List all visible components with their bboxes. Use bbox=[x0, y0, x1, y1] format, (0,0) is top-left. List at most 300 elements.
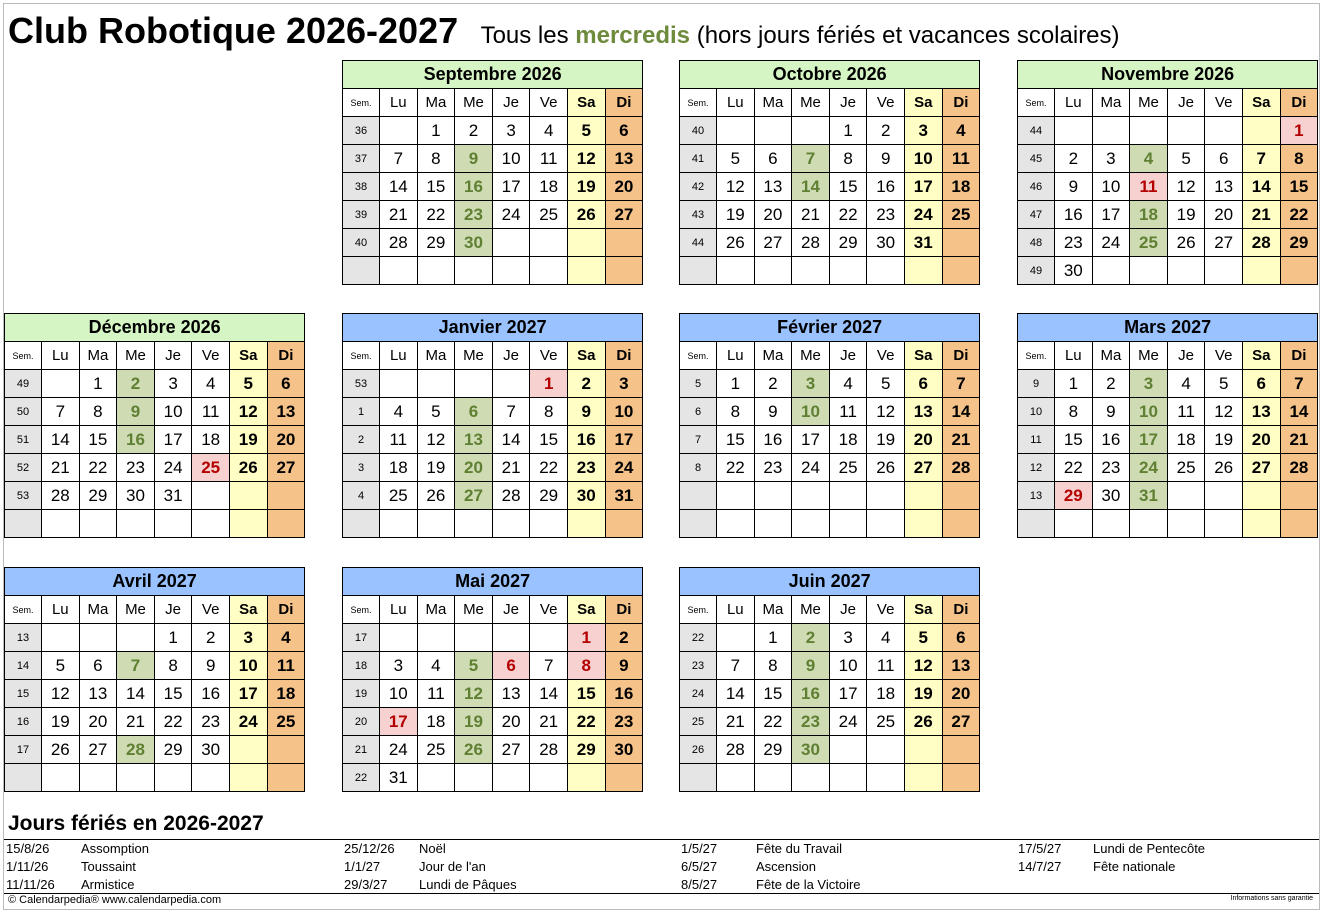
day-cell: 19 bbox=[567, 173, 605, 201]
holiday-date: 14/7/27 bbox=[1018, 859, 1062, 874]
day-cell: 7 bbox=[530, 652, 568, 680]
day-cell bbox=[717, 764, 755, 792]
day-cell bbox=[229, 510, 267, 538]
day-cell bbox=[1092, 257, 1130, 285]
weekday-header: Lu bbox=[717, 596, 755, 624]
day-cell bbox=[1167, 257, 1205, 285]
day-cell: 27 bbox=[1242, 454, 1280, 482]
day-cell: 14 bbox=[1280, 398, 1318, 426]
holiday-date: 17/5/27 bbox=[1018, 841, 1062, 856]
day-cell bbox=[717, 624, 755, 652]
day-cell: 30 bbox=[192, 736, 230, 764]
day-cell: 8 bbox=[154, 652, 192, 680]
day-cell bbox=[79, 624, 117, 652]
week-number: 21 bbox=[343, 736, 380, 764]
day-cell bbox=[492, 764, 530, 792]
day-cell: 8 bbox=[1280, 145, 1318, 173]
day-cell: 8 bbox=[829, 145, 867, 173]
day-cell: 16 bbox=[117, 426, 155, 454]
day-cell: 29 bbox=[829, 229, 867, 257]
day-cell: 13 bbox=[1205, 173, 1243, 201]
weekday-header: Je bbox=[492, 89, 530, 117]
day-cell bbox=[904, 736, 942, 764]
week-number bbox=[680, 510, 717, 538]
weekday-header: Sem. bbox=[680, 89, 717, 117]
day-cell: 12 bbox=[867, 398, 905, 426]
day-cell: 25 bbox=[1167, 454, 1205, 482]
day-cell: 7 bbox=[380, 145, 418, 173]
day-cell: 4 bbox=[530, 117, 568, 145]
holiday-name: Noël bbox=[419, 841, 446, 856]
day-cell: 18 bbox=[1167, 426, 1205, 454]
day-cell bbox=[267, 736, 305, 764]
day-cell: 17 bbox=[904, 173, 942, 201]
day-cell: 28 bbox=[717, 736, 755, 764]
week-number: 40 bbox=[343, 229, 380, 257]
day-cell: 6 bbox=[492, 652, 530, 680]
day-cell: 6 bbox=[79, 652, 117, 680]
day-cell: 10 bbox=[229, 652, 267, 680]
month-title: Janvier 2027 bbox=[343, 314, 643, 342]
week-number: 3 bbox=[343, 454, 380, 482]
day-cell: 13 bbox=[455, 426, 493, 454]
day-cell: 26 bbox=[904, 708, 942, 736]
week-number: 10 bbox=[1018, 398, 1055, 426]
weekday-header: Lu bbox=[42, 596, 80, 624]
subtitle-text-after: (hors jours fériés et vacances scolaires) bbox=[690, 22, 1120, 49]
weekday-header: Sa bbox=[1242, 342, 1280, 370]
disclaimer: Informations sans garantie bbox=[1230, 895, 1313, 902]
day-cell: 10 bbox=[492, 145, 530, 173]
day-cell: 5 bbox=[42, 652, 80, 680]
day-cell: 28 bbox=[530, 736, 568, 764]
day-cell bbox=[530, 624, 568, 652]
day-cell: 20 bbox=[754, 201, 792, 229]
weekday-header: Je bbox=[829, 342, 867, 370]
day-cell: 23 bbox=[605, 708, 643, 736]
day-cell bbox=[267, 764, 305, 792]
weekday-header: Di bbox=[1280, 342, 1318, 370]
day-cell bbox=[1205, 117, 1243, 145]
day-cell: 5 bbox=[1167, 145, 1205, 173]
day-cell bbox=[417, 257, 455, 285]
day-cell: 30 bbox=[117, 482, 155, 510]
weekday-header: Sa bbox=[229, 596, 267, 624]
day-cell: 4 bbox=[829, 370, 867, 398]
day-cell: 17 bbox=[380, 708, 418, 736]
day-cell: 31 bbox=[904, 229, 942, 257]
weekday-header: Di bbox=[605, 596, 643, 624]
day-cell: 2 bbox=[792, 624, 830, 652]
day-cell: 23 bbox=[1092, 454, 1130, 482]
day-cell: 15 bbox=[754, 680, 792, 708]
day-cell: 13 bbox=[1242, 398, 1280, 426]
week-number: 20 bbox=[343, 708, 380, 736]
day-cell: 16 bbox=[605, 680, 643, 708]
month-title: Mai 2027 bbox=[343, 568, 643, 596]
day-cell: 27 bbox=[455, 482, 493, 510]
week-number: 2 bbox=[343, 426, 380, 454]
day-cell: 8 bbox=[717, 398, 755, 426]
day-cell bbox=[417, 764, 455, 792]
day-cell bbox=[117, 764, 155, 792]
weekday-header: Ve bbox=[867, 596, 905, 624]
day-cell: 14 bbox=[42, 426, 80, 454]
month-title: Novembre 2026 bbox=[1018, 61, 1318, 89]
day-cell: 10 bbox=[154, 398, 192, 426]
day-cell: 20 bbox=[942, 680, 980, 708]
month-title: Septembre 2026 bbox=[343, 61, 643, 89]
weekday-header: Di bbox=[267, 596, 305, 624]
day-cell: 18 bbox=[1130, 201, 1168, 229]
day-cell: 21 bbox=[42, 454, 80, 482]
day-cell: 5 bbox=[229, 370, 267, 398]
day-cell: 23 bbox=[192, 708, 230, 736]
day-cell bbox=[417, 510, 455, 538]
week-number: 8 bbox=[680, 454, 717, 482]
day-cell: 11 bbox=[530, 145, 568, 173]
day-cell: 26 bbox=[455, 736, 493, 764]
week-number: 6 bbox=[680, 398, 717, 426]
day-cell: 11 bbox=[867, 652, 905, 680]
day-cell: 29 bbox=[154, 736, 192, 764]
weekday-header: Me bbox=[792, 342, 830, 370]
day-cell: 27 bbox=[492, 736, 530, 764]
day-cell bbox=[1092, 117, 1130, 145]
day-cell bbox=[754, 764, 792, 792]
day-cell bbox=[792, 482, 830, 510]
day-cell bbox=[1242, 257, 1280, 285]
day-cell: 13 bbox=[492, 680, 530, 708]
holiday-name: Assomption bbox=[81, 841, 149, 856]
week-number bbox=[343, 510, 380, 538]
day-cell bbox=[492, 510, 530, 538]
day-cell: 15 bbox=[829, 173, 867, 201]
day-cell: 13 bbox=[605, 145, 643, 173]
day-cell: 10 bbox=[829, 652, 867, 680]
day-cell: 16 bbox=[867, 173, 905, 201]
day-cell bbox=[380, 370, 418, 398]
day-cell bbox=[229, 764, 267, 792]
week-number: 17 bbox=[5, 736, 42, 764]
weekday-header: Sem. bbox=[680, 596, 717, 624]
day-cell: 14 bbox=[717, 680, 755, 708]
weekday-header: Sa bbox=[904, 596, 942, 624]
day-cell: 23 bbox=[567, 454, 605, 482]
day-cell: 15 bbox=[1055, 426, 1093, 454]
holiday-date: 1/5/27 bbox=[681, 841, 718, 856]
day-cell: 11 bbox=[1130, 173, 1168, 201]
weekday-header: Di bbox=[605, 342, 643, 370]
day-cell bbox=[754, 117, 792, 145]
day-cell: 16 bbox=[567, 426, 605, 454]
day-cell: 17 bbox=[829, 680, 867, 708]
day-cell: 7 bbox=[492, 398, 530, 426]
day-cell: 7 bbox=[942, 370, 980, 398]
month-calendar bbox=[679, 567, 979, 792]
week-number: 4 bbox=[343, 482, 380, 510]
day-cell: 1 bbox=[1055, 370, 1093, 398]
week-number: 41 bbox=[680, 145, 717, 173]
day-cell bbox=[42, 370, 80, 398]
day-cell: 22 bbox=[79, 454, 117, 482]
month-calendar bbox=[1017, 60, 1317, 285]
day-cell: 25 bbox=[417, 736, 455, 764]
day-cell bbox=[867, 764, 905, 792]
day-cell: 28 bbox=[942, 454, 980, 482]
day-cell bbox=[754, 257, 792, 285]
week-number: 52 bbox=[5, 454, 42, 482]
day-cell bbox=[904, 482, 942, 510]
day-cell: 13 bbox=[267, 398, 305, 426]
day-cell: 3 bbox=[229, 624, 267, 652]
day-cell bbox=[567, 257, 605, 285]
holiday-name: Lundi de Pentecôte bbox=[1093, 841, 1206, 856]
day-cell: 8 bbox=[417, 145, 455, 173]
day-cell: 14 bbox=[792, 173, 830, 201]
day-cell: 13 bbox=[79, 680, 117, 708]
week-number: 50 bbox=[5, 398, 42, 426]
day-cell: 12 bbox=[1205, 398, 1243, 426]
page-title: Club Robotique 2026-2027 bbox=[8, 10, 459, 51]
day-cell: 1 bbox=[1280, 117, 1318, 145]
holiday-name: Toussaint bbox=[81, 859, 136, 874]
day-cell: 21 bbox=[1280, 426, 1318, 454]
day-cell: 8 bbox=[79, 398, 117, 426]
day-cell bbox=[717, 257, 755, 285]
day-cell: 2 bbox=[192, 624, 230, 652]
day-cell: 17 bbox=[605, 426, 643, 454]
day-cell: 22 bbox=[717, 454, 755, 482]
day-cell bbox=[530, 510, 568, 538]
day-cell: 20 bbox=[492, 708, 530, 736]
day-cell: 27 bbox=[942, 708, 980, 736]
day-cell: 3 bbox=[1130, 370, 1168, 398]
day-cell: 19 bbox=[42, 708, 80, 736]
weekday-header: Ma bbox=[417, 342, 455, 370]
day-cell: 10 bbox=[904, 145, 942, 173]
week-number: 16 bbox=[5, 708, 42, 736]
holidays-column bbox=[6, 840, 306, 894]
day-cell: 12 bbox=[1167, 173, 1205, 201]
day-cell: 17 bbox=[1092, 201, 1130, 229]
day-cell: 22 bbox=[567, 708, 605, 736]
day-cell: 2 bbox=[455, 117, 493, 145]
day-cell: 19 bbox=[229, 426, 267, 454]
day-cell bbox=[829, 510, 867, 538]
weekday-header: Sa bbox=[904, 89, 942, 117]
week-number bbox=[5, 764, 42, 792]
week-number: 13 bbox=[1018, 482, 1055, 510]
day-cell: 24 bbox=[829, 708, 867, 736]
day-cell: 11 bbox=[1167, 398, 1205, 426]
day-cell: 30 bbox=[605, 736, 643, 764]
day-cell: 20 bbox=[79, 708, 117, 736]
day-cell: 16 bbox=[792, 680, 830, 708]
day-cell: 24 bbox=[605, 454, 643, 482]
week-number: 22 bbox=[343, 764, 380, 792]
day-cell bbox=[904, 510, 942, 538]
day-cell: 30 bbox=[867, 229, 905, 257]
day-cell: 3 bbox=[792, 370, 830, 398]
day-cell: 11 bbox=[417, 680, 455, 708]
day-cell bbox=[380, 510, 418, 538]
day-cell: 9 bbox=[192, 652, 230, 680]
week-number: 53 bbox=[343, 370, 380, 398]
day-cell: 25 bbox=[530, 201, 568, 229]
week-number: 44 bbox=[680, 229, 717, 257]
day-cell: 27 bbox=[754, 229, 792, 257]
day-cell: 26 bbox=[42, 736, 80, 764]
weekday-header: Ve bbox=[192, 596, 230, 624]
week-number: 44 bbox=[1018, 117, 1055, 145]
day-cell: 25 bbox=[829, 454, 867, 482]
day-cell: 1 bbox=[754, 624, 792, 652]
day-cell: 26 bbox=[229, 454, 267, 482]
weekday-header: Sem. bbox=[343, 342, 380, 370]
weekday-header: Je bbox=[492, 342, 530, 370]
day-cell: 3 bbox=[380, 652, 418, 680]
week-number bbox=[680, 257, 717, 285]
weekday-header: Me bbox=[455, 342, 493, 370]
day-cell bbox=[79, 764, 117, 792]
holiday-entry bbox=[6, 840, 306, 858]
day-cell bbox=[717, 117, 755, 145]
day-cell: 1 bbox=[79, 370, 117, 398]
weekday-header: Lu bbox=[380, 342, 418, 370]
day-cell: 18 bbox=[867, 680, 905, 708]
weekday-header: Di bbox=[942, 89, 980, 117]
week-number: 53 bbox=[5, 482, 42, 510]
week-number: 11 bbox=[1018, 426, 1055, 454]
day-cell: 28 bbox=[792, 229, 830, 257]
weekday-header: Ma bbox=[417, 596, 455, 624]
day-cell: 29 bbox=[1055, 482, 1093, 510]
day-cell: 28 bbox=[380, 229, 418, 257]
holiday-name: Fête du Travail bbox=[756, 841, 842, 856]
day-cell bbox=[942, 229, 980, 257]
day-cell: 20 bbox=[267, 426, 305, 454]
day-cell: 23 bbox=[1055, 229, 1093, 257]
day-cell: 22 bbox=[754, 708, 792, 736]
day-cell bbox=[530, 229, 568, 257]
day-cell bbox=[380, 117, 418, 145]
day-cell: 3 bbox=[492, 117, 530, 145]
day-cell: 18 bbox=[380, 454, 418, 482]
day-cell: 2 bbox=[567, 370, 605, 398]
month-title: Mars 2027 bbox=[1018, 314, 1318, 342]
day-cell: 9 bbox=[792, 652, 830, 680]
weekday-header: Lu bbox=[717, 342, 755, 370]
day-cell bbox=[79, 510, 117, 538]
day-cell: 10 bbox=[792, 398, 830, 426]
holiday-entry bbox=[344, 876, 644, 894]
day-cell: 20 bbox=[605, 173, 643, 201]
day-cell: 27 bbox=[1205, 229, 1243, 257]
day-cell: 27 bbox=[79, 736, 117, 764]
week-number bbox=[680, 482, 717, 510]
day-cell bbox=[605, 510, 643, 538]
day-cell: 3 bbox=[605, 370, 643, 398]
day-cell bbox=[154, 510, 192, 538]
day-cell: 26 bbox=[567, 201, 605, 229]
day-cell: 17 bbox=[492, 173, 530, 201]
day-cell: 26 bbox=[717, 229, 755, 257]
day-cell bbox=[754, 482, 792, 510]
day-cell: 9 bbox=[455, 145, 493, 173]
day-cell: 9 bbox=[754, 398, 792, 426]
day-cell bbox=[1167, 510, 1205, 538]
day-cell bbox=[829, 482, 867, 510]
weekday-header: Ve bbox=[192, 342, 230, 370]
month-calendar bbox=[342, 567, 642, 792]
day-cell: 23 bbox=[455, 201, 493, 229]
holidays-column bbox=[681, 840, 981, 894]
day-cell: 15 bbox=[154, 680, 192, 708]
day-cell bbox=[1280, 257, 1318, 285]
day-cell: 14 bbox=[492, 426, 530, 454]
holiday-entry bbox=[681, 876, 981, 894]
weekday-header: Ve bbox=[1205, 342, 1243, 370]
holiday-date: 29/3/27 bbox=[344, 877, 388, 892]
day-cell bbox=[154, 764, 192, 792]
day-cell bbox=[1242, 510, 1280, 538]
day-cell: 22 bbox=[1055, 454, 1093, 482]
weekday-header: Sa bbox=[567, 596, 605, 624]
day-cell bbox=[867, 257, 905, 285]
day-cell: 5 bbox=[417, 398, 455, 426]
holiday-entry bbox=[344, 840, 644, 858]
weekday-header: Me bbox=[455, 596, 493, 624]
month-calendar bbox=[342, 60, 642, 285]
day-cell bbox=[1242, 482, 1280, 510]
holiday-name: Fête de la Victoire bbox=[756, 877, 861, 892]
day-cell: 31 bbox=[154, 482, 192, 510]
weekday-header: Lu bbox=[42, 342, 80, 370]
week-number: 43 bbox=[680, 201, 717, 229]
weekday-header: Ma bbox=[754, 342, 792, 370]
day-cell bbox=[904, 257, 942, 285]
week-number: 45 bbox=[1018, 145, 1055, 173]
day-cell: 2 bbox=[754, 370, 792, 398]
day-cell: 27 bbox=[267, 454, 305, 482]
week-number: 37 bbox=[343, 145, 380, 173]
day-cell: 6 bbox=[267, 370, 305, 398]
day-cell: 12 bbox=[42, 680, 80, 708]
day-cell: 30 bbox=[567, 482, 605, 510]
weekday-header: Me bbox=[117, 342, 155, 370]
day-cell bbox=[792, 257, 830, 285]
day-cell: 20 bbox=[1242, 426, 1280, 454]
day-cell bbox=[605, 257, 643, 285]
day-cell bbox=[229, 736, 267, 764]
weekday-header: Ma bbox=[754, 89, 792, 117]
day-cell: 6 bbox=[1242, 370, 1280, 398]
day-cell: 3 bbox=[904, 117, 942, 145]
day-cell bbox=[42, 624, 80, 652]
day-cell bbox=[380, 624, 418, 652]
day-cell: 11 bbox=[380, 426, 418, 454]
day-cell: 1 bbox=[567, 624, 605, 652]
day-cell bbox=[1280, 510, 1318, 538]
day-cell: 8 bbox=[1055, 398, 1093, 426]
day-cell: 2 bbox=[117, 370, 155, 398]
holiday-date: 8/5/27 bbox=[681, 877, 718, 892]
day-cell: 3 bbox=[1092, 145, 1130, 173]
day-cell: 19 bbox=[417, 454, 455, 482]
day-cell: 5 bbox=[867, 370, 905, 398]
day-cell: 17 bbox=[792, 426, 830, 454]
